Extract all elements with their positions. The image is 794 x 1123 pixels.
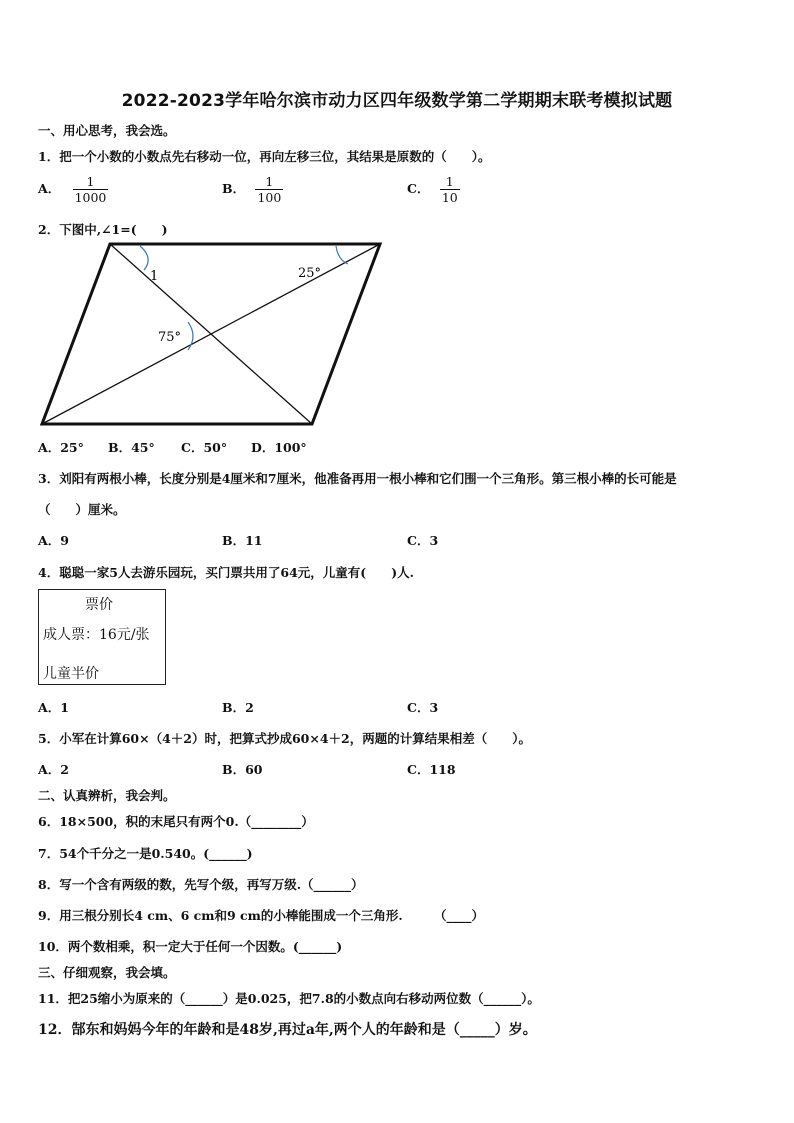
q1-option-a-fraction: $\frac{1}{1000}$ [74,174,107,205]
page-title: 2022-2023学年哈尔滨市动力区四年级数学第二学期期末联考模拟试题 [121,91,673,111]
q1-option-b-fraction: $\frac{1}{100}$ [257,174,282,205]
question-10: 10．两个数相乘，积一定大于任何一个因数。(______) [38,939,343,954]
q3-option-a: A．9 [38,533,69,548]
section-2-heading: 二、认真辨析，我会判。 [38,788,176,803]
q3-option-c: C．3 [407,533,439,548]
question-1: 1．把一个小数的小数点先右移动一位，再向左移三位，其结果是原数的（ ）。 [38,149,491,164]
q3-option-b: B．11 [222,533,263,548]
q1-option-c-label: C． [407,181,430,196]
question-9: 9．用三根分别长4 cm、6 cm和9 cm的小棒能围成一个三角形. （____） [38,908,484,923]
angle-1-arc [140,246,148,270]
question-3-line-2: （ ）厘米。 [38,502,126,517]
question-6: 6．18×500，积的末尾只有两个0.（________） [38,814,314,829]
q1-option-c [407,174,460,205]
ticket-price-box [38,589,166,685]
child-ticket-price: 儿童半价 [43,666,99,682]
adult-ticket-price: 成人票：16元/张 [43,627,150,643]
question-2: 2．下图中,∠1=( ) [38,222,168,237]
question-7: 7．54个千分之一是0.540。(______) [38,846,253,861]
question-4: 4．聪聪一家5人去游乐园玩，买门票共用了64元，儿童有( )人. [38,565,414,580]
q4-option-a: A．1 [38,700,69,715]
q5-option-a: A．2 [38,762,69,777]
q5-option-b: B．60 [222,762,263,777]
question-5: 5．小军在计算60×（4＋2）时，把算式抄成60×4＋2，两题的计算结果相差（ ）。 [38,731,531,746]
question-12: 12．郜东和妈妈今年的年龄和是48岁,再过a年,两个人的年龄和是（_____）岁。 [38,1022,537,1038]
q2-option-c: C．50° [181,440,228,455]
section-3-heading: 三、仔细观察，我会填。 [38,965,176,980]
q2-option-a: A．25° [38,440,84,455]
angle-1-label: 1 [150,269,159,284]
q1-option-c-fraction: $\frac{1}{10}$ [441,174,458,205]
q5-option-c: C．118 [407,762,456,777]
q1-option-a-label: A． [38,181,61,196]
diagonal-2 [42,244,380,424]
section-1-heading: 一、用心思考，我会选。 [38,123,176,138]
angle-75-label: 75° [158,330,182,345]
q2-option-d: D．100° [251,440,307,455]
question-8: 8．写一个含有两级的数，先写个级，再写万级.（______） [38,877,364,892]
q4-option-c: C．3 [407,700,439,715]
question-11: 11．把25缩小为原来的（______）是0.025，把7.8的小数点向右移动两位数（______）。 [38,991,540,1006]
ticket-price-title: 票价 [85,597,113,613]
question-3: 3．刘阳有两根小棒，长度分别是4厘米和7厘米，他准备再用一根小棒和它们围一个三角形。第三根小棒的长可能是 [38,471,677,486]
q1-option-a [38,174,108,205]
q1-option-b-label: B． [222,181,246,196]
q1-option-b [222,174,283,205]
q2-option-b: B．45° [108,440,155,455]
angle-25-label: 25° [298,266,322,281]
q4-option-b: B．2 [222,700,254,715]
parallelogram-figure [30,238,390,432]
